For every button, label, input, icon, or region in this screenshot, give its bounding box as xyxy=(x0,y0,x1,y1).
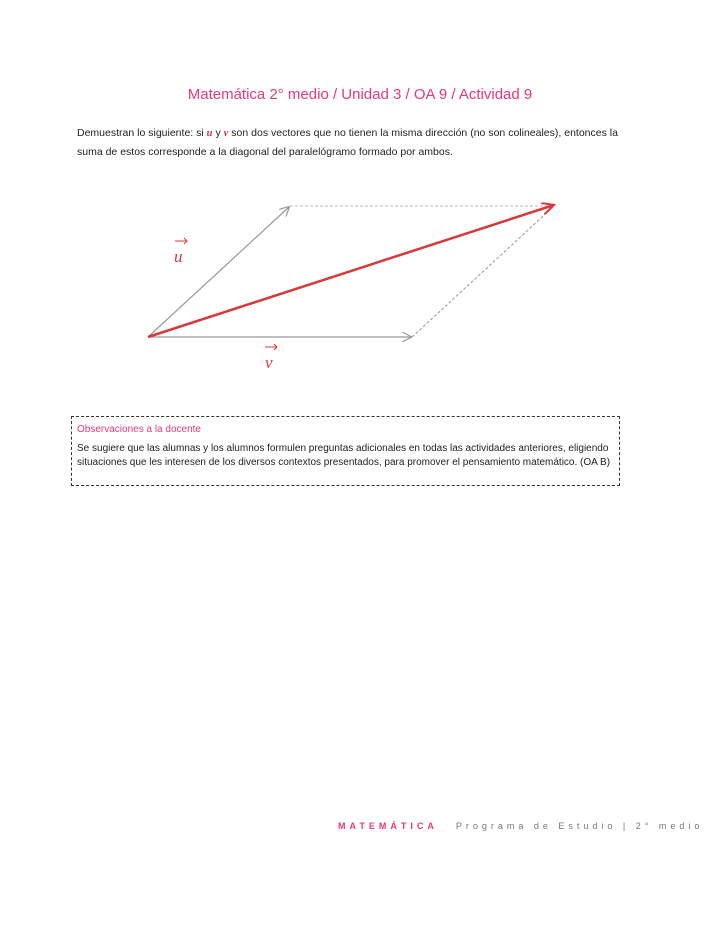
dashed-right-edge xyxy=(412,207,553,337)
footer xyxy=(338,821,703,831)
sum-vector-arrow xyxy=(148,205,554,337)
teacher-observations-box xyxy=(71,416,620,486)
page-title: Matemática 2° medio / Unidad 3 / OA 9 / Actividad 9 xyxy=(187,86,533,103)
label-v-arrow-icon xyxy=(265,344,277,350)
label-u: u xyxy=(174,247,183,266)
footer-brand: MATEMÁTICA xyxy=(338,821,438,831)
vector-v-symbol: v xyxy=(223,128,229,139)
statement-text: son dos vectores que no tienen la misma dirección (no son colineales), entonces la suma de estos corresponde a la diagonal del paralelógramo formado por ambos. xyxy=(77,127,618,158)
label-v: v xyxy=(265,353,273,372)
statement-text: Demuestran lo siguiente: si xyxy=(77,127,207,139)
vector-u-symbol: u xyxy=(206,128,213,139)
label-u-arrow-icon xyxy=(175,238,187,244)
observations-title: Observaciones a la docente xyxy=(77,424,201,435)
vector-u-arrow xyxy=(148,207,289,337)
observations-text: Se sugiere que las alumnas y los alumnos formulen preguntas adicionales en todas las actividades anteriores, eligiendo situaciones que les interesen de los diversos contextos presentados, para promover el pensamiento matemático. (OA B) xyxy=(77,443,611,468)
footer-program: Programa de Estudio | 2° medio xyxy=(455,821,704,831)
statement-text: y xyxy=(212,127,224,139)
parallelogram-diagram xyxy=(0,0,720,400)
